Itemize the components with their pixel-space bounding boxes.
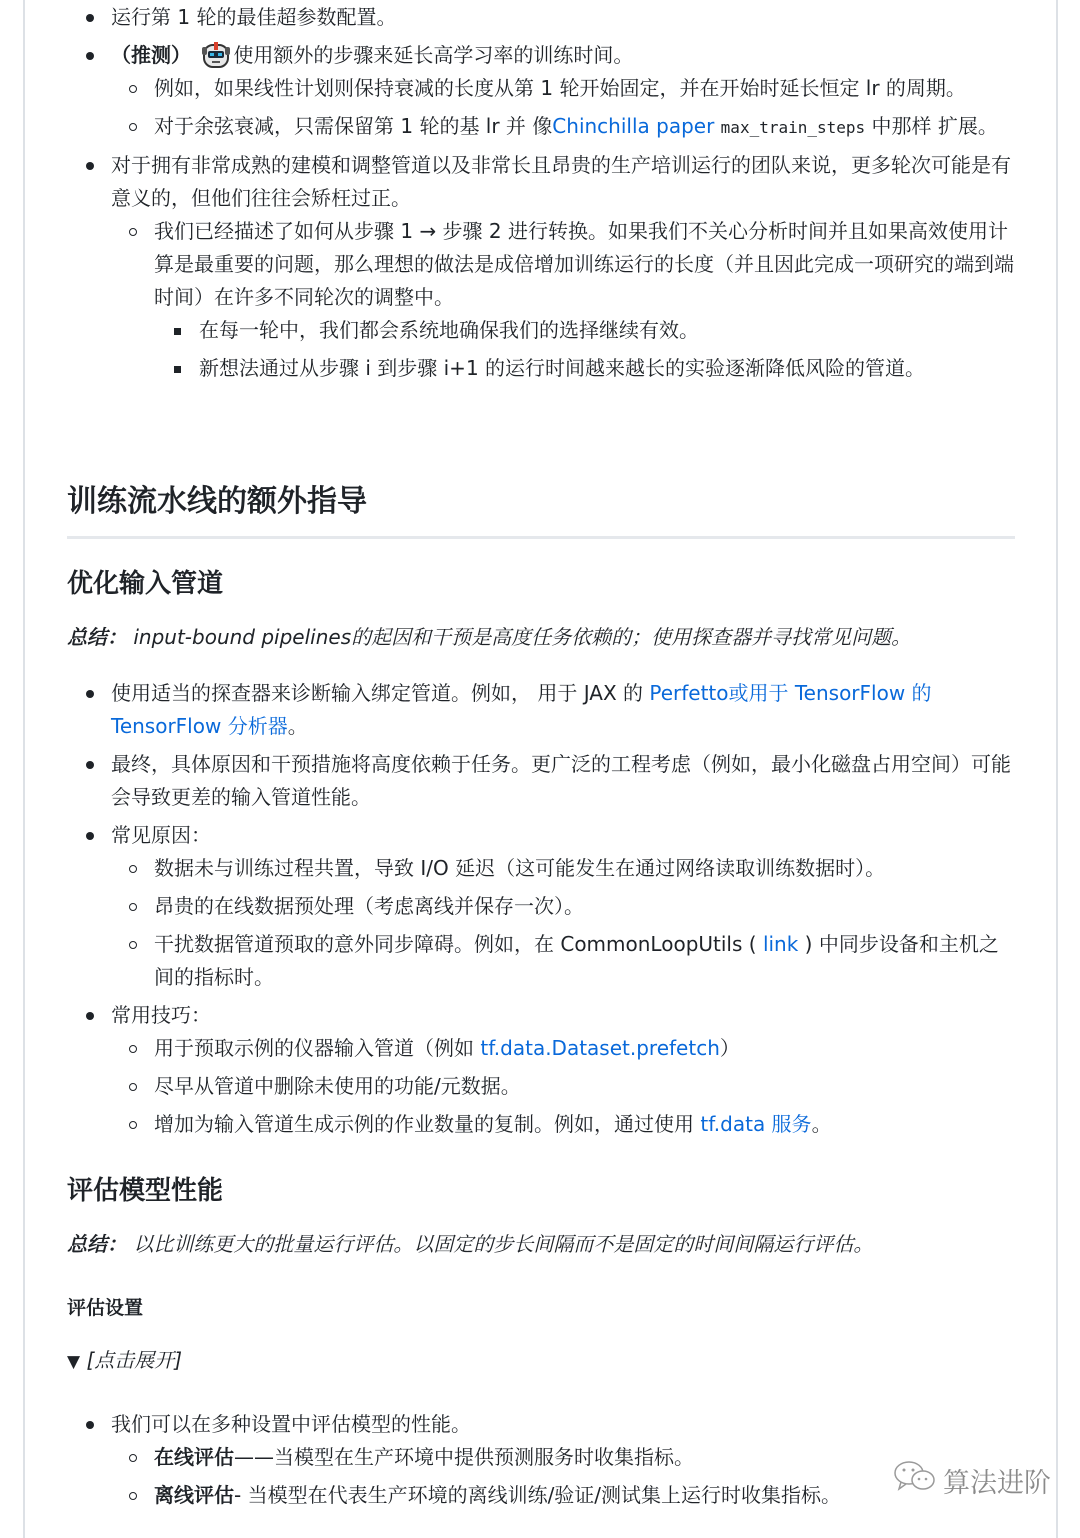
eval-settings-sublist [111,1441,1017,1512]
robot-emoji-icon [201,39,231,69]
list-item [67,39,1017,144]
watermark-text: 算法进阶 [943,1468,1051,1499]
list-item [111,928,1017,994]
list-item-text: ) 中同步设备和主机之间的指标时。 [154,932,999,989]
list-item-text: 例如，如果线性计划则保持衰减的长度从第 1 轮开始固定，并在开始时延长恒定 lr 的周期。 [154,76,966,100]
eval-summary [67,1229,1017,1259]
list-item-text: 常见原因： [111,823,211,847]
summary-text: input-bound pipelines的起因和干预是高度任务依赖的；使用探查器并寻找常见问题。 [127,625,912,649]
list-item [67,748,1017,814]
summary-label: 总结： [67,1232,127,1256]
common-tips-sublist [111,1032,1017,1141]
list-item-text: ——当模型在生产环境中提供预测服务时收集指标。 [234,1445,694,1469]
summary-text: 以比训练更大的批量运行评估。以固定的步长间隔而不是固定的时间间隔运行评估。 [127,1232,874,1256]
list-item [111,1032,1017,1065]
tf-data-prefetch-link[interactable]: tf.data.Dataset.prefetch [480,1036,720,1060]
list-item-text: 尽早从管道中删除未使用的功能/元数据。 [154,1074,521,1098]
list-item [111,1070,1017,1103]
wechat-icon [893,1460,937,1501]
list-item [67,1,1017,34]
common-causes-sublist [111,852,1017,994]
online-eval-label: 在线评估 [154,1445,234,1469]
tf-data-service-link[interactable]: tf.data 服务 [700,1112,812,1136]
input-pipeline-summary [67,622,1017,652]
offline-eval-label: 离线评估 [154,1483,234,1507]
list-item [67,1408,1017,1512]
list-item-text: 。 [287,714,308,738]
list-item [111,110,1017,144]
list-item [111,215,1017,385]
section-heading-training-pipeline: 训练流水线的额外指导 [67,482,1015,539]
list-item-text: 在每一轮中，我们都会系统地确保我们的选择继续有效。 [199,318,699,342]
list-item-text: 对于余弦衰减，只需保留第 1 轮的基 lr 并 像 [154,114,553,138]
list-item [67,819,1017,994]
details-toggle[interactable] [67,1345,182,1377]
list-item [111,1479,1017,1512]
list-item-text: 用于预取示例的仪器输入管道（例如 [154,1036,481,1060]
watermark [893,1460,1051,1501]
list-item [67,999,1017,1141]
list-item-text: 中那样 扩展。 [865,114,998,138]
list-item-text: - 当模型在代表生产环境的离线训练/验证/测试集上运行时收集指标。 [234,1483,842,1507]
list-item [67,677,1017,743]
code-max-train-steps: max_train_steps [720,118,866,137]
list-item [111,1108,1017,1141]
list-item-text: 干扰数据管道预取的意外同步障碍。例如，在 CommonLoopUtils ( [154,932,763,956]
list-item-text: 对于拥有非常成熟的建模和调整管道以及非常长且昂贵的生产培训运行的团队来说，更多轮次可能是有意义的，但他们往往会矫枉过正。 [111,153,1011,210]
list-item-text: 最终，具体原因和干预措施将高度依赖于任务。更广泛的工程考虑（例如，最小化磁盘占用空间）可能会导致更差的输入管道性能。 [111,752,1011,809]
eval-settings-heading: 评估设置 [67,1297,144,1319]
commonlooputils-link[interactable]: link [762,932,799,956]
summary-label: 总结： [67,625,127,649]
list-item-text: 使用额外的步骤来延长高学习率的训练时间。 [233,43,634,67]
list-item [111,1441,1017,1474]
list-item [111,352,1017,385]
speculative-label: （推测） [111,43,191,67]
list-item-text: 运行第 1 轮的最佳超参数配置。 [111,5,397,29]
chinchilla-paper-link[interactable]: Chinchilla paper [552,114,715,138]
list-item-text: 我们可以在多种设置中评估模型的性能。 [111,1412,471,1436]
list-item-text: 增加为输入管道生成示例的作业数量的复制。例如，通过使用 [154,1112,701,1136]
list-item-text: 数据未与训练过程共置，导致 I/O 延迟（这可能发生在通过网络读取训练数据时）。 [154,856,886,880]
list-item-text: 我们已经描述了如何从步骤 1 → 步骤 2 进行转换。如果我们不关心分析时间并且如果高效使用计算是最重要的问题，那么理想的做法是成倍增加训练运行的长度（并且因此完成一项研究的端到端时间）在许多不同轮次的调整中。 [154,219,1014,309]
list-item [111,314,1017,347]
list-item-text: 新想法通过从步骤 i 到步骤 i+1 的运行时间越来越长的实验逐渐降低风险的管道。 [199,356,926,380]
list-item-text: 使用适当的探查器来诊断输入绑定管道。例如， 用于 JAX 的 [111,681,650,705]
list-item [111,852,1017,885]
eval-list [67,1408,1017,1517]
list-item-text: 常用技巧： [111,1003,211,1027]
triangle-down-icon: ▼ [67,1352,81,1372]
list-item-text: 昂贵的在线数据预处理（考虑离线并保存一次）。 [154,894,584,918]
list-item [67,149,1017,385]
list-item-text: ） [719,1036,740,1060]
sub-sublist [154,314,1017,385]
subsection-heading-eval: 评估模型性能 [67,1176,224,1206]
perfetto-tensorflow-profiler-link[interactable]: Perfetto或用于 TensorFlow 的 TensorFlow 分析器 [111,681,932,738]
input-pipeline-list [67,677,1017,1146]
list-item [111,72,1017,105]
prev-section-list [67,1,1017,390]
list-item-text: 。 [811,1112,832,1136]
sublist [111,72,1017,144]
details-label: [点击展开] [86,1348,183,1372]
sublist [111,215,1017,385]
list-item [111,890,1017,923]
subsection-heading-input-pipeline: 优化输入管道 [67,569,224,599]
